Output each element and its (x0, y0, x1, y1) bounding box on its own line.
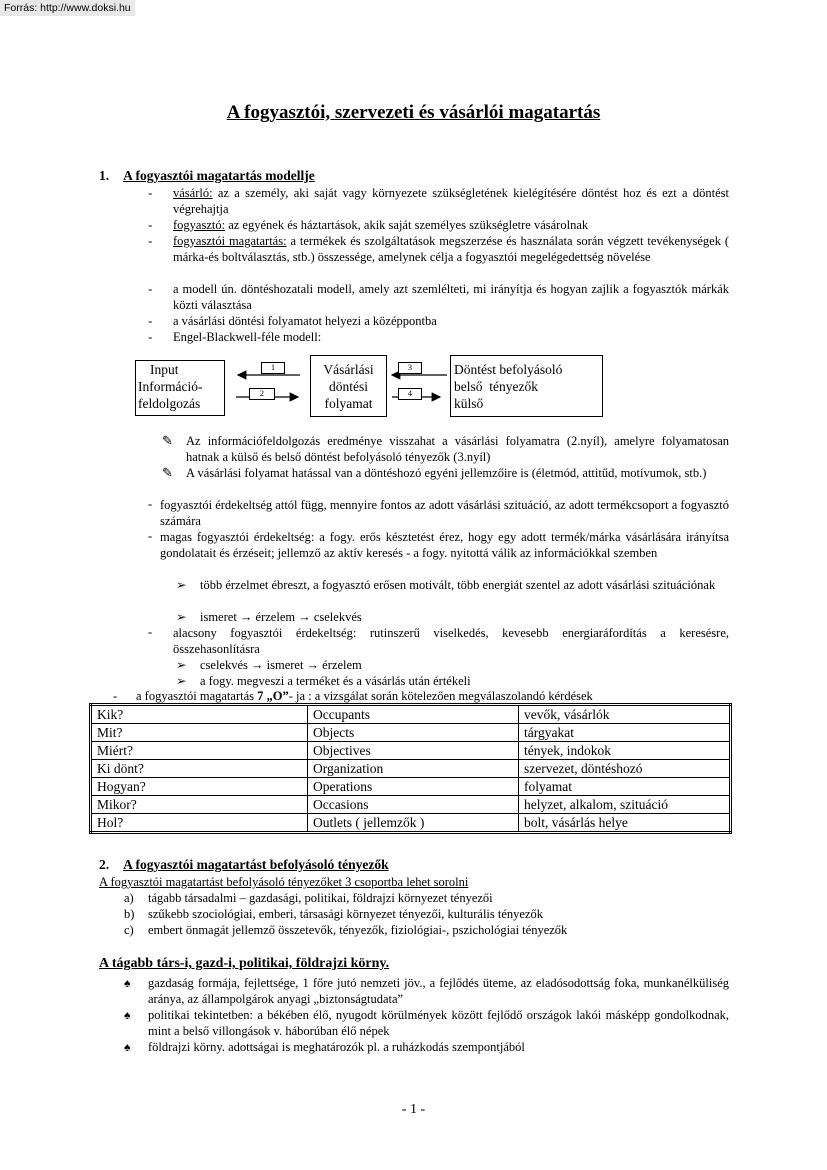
table-cell: szervezet, döntéshozó (519, 760, 731, 778)
source-label: Forrás: http://www.doksi.hu (0, 0, 135, 16)
dash-mark: - (148, 625, 153, 639)
item-text: az a személy, aki saját vagy környezete szükségletének kielégítésére döntést hoz és ezt a döntést végrehajtja (173, 186, 729, 216)
box-line: Információ- (138, 379, 203, 394)
section3-heading: A tágabb társ-i, gazd-i, politikai, földrajzi körny. (99, 956, 390, 971)
table-row (91, 724, 731, 742)
hand-pointer-icon: ✎ (162, 433, 173, 448)
paragraph-low-interest: alacsony fogyasztói érdekeltség: rutinszerű viselkedés, kevesebb energiaráfordítás a keresésre, összehasonlításra (173, 626, 729, 656)
spade-bullet-icon: ♠ (124, 1040, 131, 1054)
section3-item-1: gazdaság formája, fejlettsége, 1 főre jutó nemzeti jöv., a fejlődés üteme, az eladósodottság foka, munkanélküliség aránya, az állampolgárok anyagi „biztonságtudata” (148, 976, 729, 1006)
arrow-bullet-icon: ➢ (176, 674, 187, 688)
high-bullet-2: ismeret → érzelem → cselekvés (200, 610, 362, 624)
section1-item-5: a vásárlási döntési folyamatot helyezi a középpontba (173, 314, 437, 328)
section2-item-label: b) (124, 907, 135, 921)
arrow-label-3: 3 (398, 362, 422, 374)
section3-item-2: politikai tekintetben: a békében élő, nyugodt körülmények között fejlődő országok lakói másképp gondolkodnak, mint a belső villongások v. háborúban élő népek (148, 1008, 729, 1038)
table-cell: Hol? (91, 814, 308, 833)
section2-heading (99, 857, 389, 873)
section2-item-text: szűkebb szociológiai, emberi, társasági környezet tényezői, kulturális tényezők (148, 907, 544, 921)
table-row (91, 742, 731, 760)
section1-title: A fogyasztói magatartás modellje (123, 168, 315, 183)
section2-intro: A fogyasztói magatartást befolyásoló tényezőket 3 csoportba lehet sorolni (99, 875, 469, 889)
spade-bullet-icon: ♠ (124, 1008, 131, 1022)
note-2: A vásárlási folyamat hatással van a döntéshozó egyéni jellemzőire is (életmód, attitűd, motívumok, stb.) (186, 466, 707, 480)
seven-o-bold: 7 „O” (257, 689, 289, 703)
table-cell: Hogyan? (91, 778, 308, 796)
box-line: Input (150, 362, 179, 377)
table-cell: Outlets ( jellemzők ) (308, 814, 519, 833)
section2-title: A fogyasztói magatartást befolyásoló tényezők (123, 857, 389, 872)
arrow-label-4: 4 (398, 388, 422, 400)
table-cell: Operations (308, 778, 519, 796)
paragraph-interest: fogyasztói érdekeltség attól függ, mennyire fontos az adott vásárlási szituáció, az adott termékcsoport a fogyasztó számára (160, 498, 729, 528)
section2-item-label: c) (124, 923, 134, 937)
dash-mark: - (148, 497, 153, 511)
arrow-label-1: 1 (261, 362, 285, 374)
item-text: az egyének és háztartások, akik saját személyes szükségletre vásárolnak (225, 218, 589, 232)
dash-mark: - (148, 529, 153, 543)
table-cell: Ki dönt? (91, 760, 308, 778)
box-line: külső (454, 396, 484, 411)
seven-o-pre: a fogyasztói magatartás (136, 689, 258, 703)
table-cell: tárgyakat (519, 724, 731, 742)
section1-item-4: a modell ún. döntéshozatali modell, amely azt szemlélteti, mi irányítja és hogyan zajlik a fogyasztók márkák közti választása (173, 282, 729, 312)
table-cell: vevők, vásárlók (519, 705, 731, 724)
box-line: döntési (329, 379, 368, 394)
section2-item-label: a) (124, 891, 134, 905)
arrow-label-2: 2 (249, 388, 275, 400)
box-line: belső tényezők (454, 379, 538, 394)
table-cell: Objectives (308, 742, 519, 760)
section2-item-text: embert önmagát jellemző összetevők, tényezők, fiziológiai-, pszichológiai tényezők (148, 923, 568, 937)
hand-pointer-icon: ✎ (162, 465, 173, 480)
table-cell: Objects (308, 724, 519, 742)
table-cell: Kik? (91, 705, 308, 724)
table-cell: Occupants (308, 705, 519, 724)
item-text: a termékek és szolgáltatások megszerzése és használata során végzett tevékenységek ( márka-és boltválasztás, stb.) összessége, amelynek célja a fogyasztói megelégedettség növelése (173, 234, 729, 264)
table-cell: tények, indokok (519, 742, 731, 760)
table-cell: folyamat (519, 778, 731, 796)
note-1: Az információfeldolgozás eredménye visszahat a vásárlási folyamatra (2.nyíl), amelyre folyamatosan hatnak a külső és belső döntést befolyásoló tényezők (3.nyíl) (186, 434, 729, 464)
table-cell: Organization (308, 760, 519, 778)
spade-bullet-icon: ♠ (124, 976, 131, 990)
table-cell: helyzet, alkalom, szituáció (519, 796, 731, 814)
section2-number: 2. (99, 857, 110, 872)
table-cell: bolt, vásárlás helye (519, 814, 731, 833)
table-cell: Mikor? (91, 796, 308, 814)
arrow-bullet-icon: ➢ (176, 610, 187, 624)
item-term: vásárló: (173, 186, 213, 200)
box-line: Döntést befolyásoló (454, 362, 563, 377)
box-line: Vásárlási (323, 362, 374, 377)
box-line: feldolgozás (138, 396, 201, 411)
table-row (91, 760, 731, 778)
item-term: fogyasztó: (173, 218, 226, 232)
box-line: folyamat (324, 396, 373, 411)
low-bullet-2: a fogy. megveszi a terméket és a vásárlás után értékeli (200, 674, 471, 688)
high-bullet-1: több érzelmet ébreszt, a fogyasztó erősen motivált, több energiát szentel az adott vásárlási szituációnak (200, 578, 716, 592)
paragraph-high-interest: magas fogyasztói érdekeltség: a fogy. erős késztetést érez, hogy egy adott termék/márka vásárlására irányítsa gondolatait és érzéseit; jellemző az aktív keresés - a fogy. nyitottá válik az információkkal szemben (160, 530, 729, 560)
seven-o-line (136, 688, 593, 704)
seven-o-table (89, 703, 732, 834)
table-row (91, 796, 731, 814)
table-cell: Miért? (91, 742, 308, 760)
section3-item-3: földrajzi körny. adottságai is meghatározók pl. a ruházkodás szempontjából (148, 1040, 525, 1054)
table-cell: Occasions (308, 796, 519, 814)
section1-number: 1. (99, 168, 110, 183)
table-row (91, 778, 731, 796)
seven-o-post: - ja : a vizsgálat során kötelezően megválaszolandó kérdések (288, 689, 593, 703)
table-row (91, 705, 731, 724)
arrow-bullet-icon: ➢ (176, 578, 187, 592)
table-cell: Mit? (91, 724, 308, 742)
section2-item-text: tágabb társadalmi – gazdasági, politikai, földrajzi környezet tényezői (148, 891, 493, 905)
low-bullet-1: cselekvés → ismeret → érzelem (200, 658, 362, 672)
item-term: fogyasztói magatartás: (173, 234, 287, 248)
arrow-bullet-icon: ➢ (176, 658, 187, 672)
dash-mark: - (113, 689, 118, 703)
section1-item-6: Engel-Blackwell-féle modell: (173, 330, 322, 344)
table-row (91, 814, 731, 833)
page-number: - 1 - (401, 1102, 426, 1117)
page-title: A fogyasztói, szervezeti és vásárlói magatartás (226, 102, 601, 123)
